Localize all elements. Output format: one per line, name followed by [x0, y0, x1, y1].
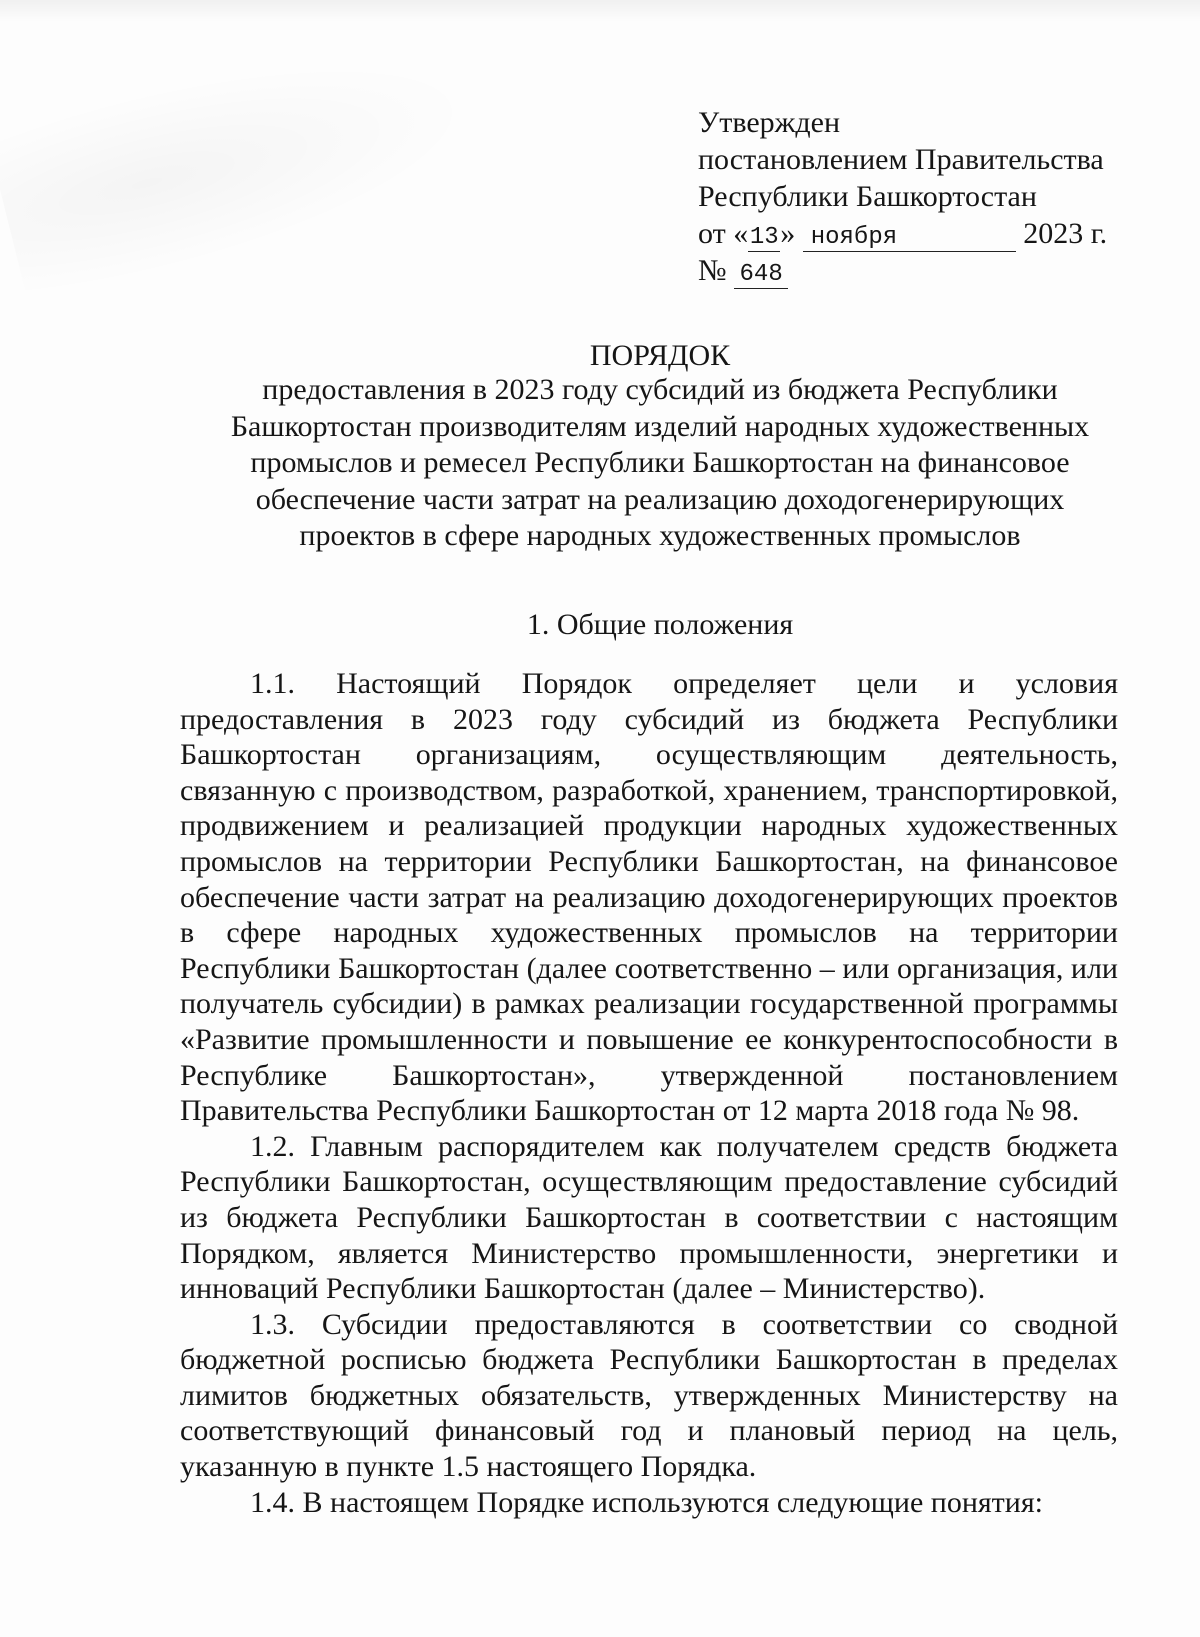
approval-line-republic: Республики Башкортостан [698, 180, 1037, 213]
number-value: 648 [734, 262, 788, 289]
approval-stamp-block [698, 104, 1118, 289]
date-year: 2023 г. [1023, 217, 1108, 250]
section-heading: 1. Общие положения [526, 608, 794, 641]
paragraph-1-2: 1.2. Главным распорядителем как получателем средств бюджета Республики Башкортостан, осуществляющим предоставление субсидий из бюджета Республики Башкортостан в соответствии с настоящим Порядком, является Министерство промышленности, энергетики и инноваций Республики Башкортостан (далее – Министерство). [180, 1129, 1118, 1306]
date-mid: » [780, 217, 796, 250]
scan-edge-shadow [0, 0, 1200, 22]
date-month: ноября [803, 225, 1016, 252]
paragraph-1-4: 1.4. В настоящем Порядке используются следующие понятия: [250, 1485, 1043, 1519]
document-subtitle: предоставления в 2023 году субсидий из бюджета Республики Башкортостан производителям изделий народных художественных промыслов и ремесел Республики Башкортостан на финансовое обеспечение части затрат на реализацию доходогенерирующих проектов в сфере народных художественных промыслов [230, 373, 1090, 552]
approval-line-approved: Утвержден [698, 106, 841, 139]
date-prefix: от « [698, 217, 749, 250]
scan-smudge [0, 15, 495, 306]
approval-line-resolution: постановлением Правительства [698, 143, 1104, 176]
number-prefix: № [698, 254, 727, 287]
paragraph-1-1: 1.1. Настоящий Порядок определяет цели и условия предоставления в 2023 году субсидий из бюджета Республики Башкортостан организациям, осуществляющим деятельность, связанную с производством, разработкой, хранением, транспортировкой, продвижением и реализацией продукции народных художественных промыслов на территории Республики Башкортостан, на финансовое обеспечение части затрат на реализацию доходогенерирующих проектов в сфере народных художественных промыслов на территории Республики Башкортостан (далее соответственно – или организация, или получатель субсидии) в рамках реализации государственной программы «Развитие промышленности и повышение ее конкурентоспособности в Республике Башкортостан», утвержденной постановлением Правительства Республики Башкортостан от 12 марта 2018 года № 98. [180, 667, 1118, 1128]
paragraph-1-3: 1.3. Субсидии предоставляются в соответствии со сводной бюджетной росписью бюджета Республики Башкортостан в пределах лимитов бюджетных обязательств, утвержденных Министерству на соответствующий финансовый год и плановый период на цель, указанную в пункте 1.5 настоящего Порядка. [180, 1307, 1118, 1484]
approval-date-line [698, 215, 1118, 252]
approval-number-line [698, 252, 1118, 289]
date-day: 13 [749, 224, 779, 251]
document-title: ПОРЯДОК [589, 339, 731, 372]
document-body [180, 666, 1118, 1520]
